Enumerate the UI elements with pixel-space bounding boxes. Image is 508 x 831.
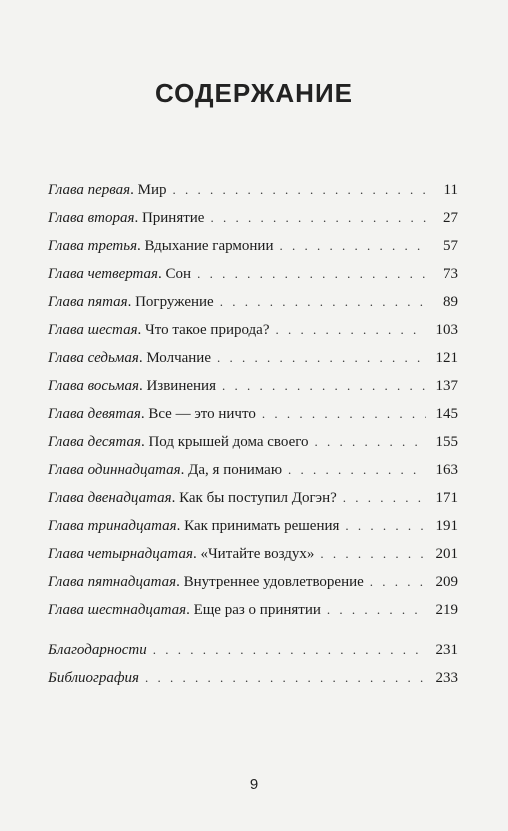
toc-entry: [48, 316, 458, 344]
toc-entry: [48, 540, 458, 568]
leader-dots: [345, 512, 426, 540]
leader-dots: [262, 400, 426, 428]
toc-entry-back-matter: [48, 664, 458, 692]
toc-entry: [48, 568, 458, 596]
chapter-label: Глава третья: [48, 238, 138, 254]
leader-dots: [197, 260, 426, 288]
toc-entry-back-matter: [48, 636, 458, 664]
chapter-label: Глава шестнадцатая: [48, 602, 187, 618]
leader-dots: [279, 232, 426, 260]
chapter-label: Глава пятая: [48, 294, 128, 310]
chapter-page: 11: [443, 182, 458, 198]
chapter-page: 73: [443, 266, 458, 282]
leader-dots: [220, 288, 426, 316]
table-of-contents: [48, 176, 458, 692]
leader-dots: [145, 664, 426, 692]
chapter-page: 89: [443, 294, 458, 310]
toc-entry: [48, 484, 458, 512]
chapter-label: Глава двенадцатая: [48, 490, 172, 506]
chapter-page: 201: [435, 546, 458, 562]
chapter-title: . Сон: [158, 266, 192, 282]
chapter-label: Глава пятнадцатая: [48, 574, 177, 590]
toc-entry: [48, 260, 458, 288]
chapter-page: 171: [435, 490, 458, 506]
chapter-label: Глава девятая: [48, 406, 141, 422]
toc-entry: [48, 512, 458, 540]
toc-entry: [48, 428, 458, 456]
back-matter-page: 231: [435, 642, 458, 658]
chapter-label: Глава одиннадцатая: [48, 462, 181, 478]
toc-entry: [48, 288, 458, 316]
chapter-page: 209: [435, 574, 458, 590]
chapter-title: . Молчание: [138, 350, 211, 366]
chapter-label: Глава четвертая: [48, 266, 159, 282]
chapter-page: 155: [435, 434, 458, 450]
toc-entry: [48, 456, 458, 484]
chapter-page: 103: [435, 322, 458, 338]
leader-dots: [315, 428, 426, 456]
leader-dots: [320, 540, 426, 568]
chapter-label: Глава седьмая: [48, 350, 139, 366]
toc-entry: [48, 232, 458, 260]
page-number: 9: [249, 776, 259, 793]
toc-entry: [48, 204, 458, 232]
chapter-label: Глава первая: [48, 182, 131, 198]
leader-dots: [327, 596, 426, 624]
chapter-title: . Да, я понимаю: [180, 462, 283, 478]
toc-entry: [48, 176, 458, 204]
chapter-title: . Как бы поступил Догэн?: [171, 490, 337, 506]
leader-dots: [217, 344, 426, 372]
chapter-label: Глава вторая: [48, 210, 135, 226]
chapter-title: . Как принимать решения: [176, 518, 340, 534]
chapter-label: Глава четырнадцатая: [48, 546, 193, 562]
chapter-page: 163: [435, 462, 458, 478]
leader-dots: [222, 372, 426, 400]
leader-dots: [288, 456, 426, 484]
leader-dots: [153, 636, 426, 664]
chapter-page: 121: [435, 350, 458, 366]
back-matter-label: Библиография: [48, 670, 140, 686]
toc-entry: [48, 372, 458, 400]
chapter-title: . Вдыхание гармонии: [137, 238, 274, 254]
back-matter-label: Благодарности: [48, 642, 147, 658]
chapter-label: Глава шестая: [48, 322, 138, 338]
chapter-page: 137: [435, 378, 458, 394]
chapter-page: 145: [435, 406, 458, 422]
back-matter-page: 233: [435, 670, 458, 686]
chapter-title: . Погружение: [127, 294, 214, 310]
leader-dots: [210, 204, 426, 232]
page-title: СОДЕРЖАНИЕ: [155, 78, 353, 108]
leader-dots: [343, 484, 426, 512]
chapter-title: . Под крышей дома своего: [140, 434, 309, 450]
toc-entry: [48, 344, 458, 372]
chapter-title: . Внутреннее удовлетворение: [176, 574, 364, 590]
leader-dots: [370, 568, 426, 596]
leader-dots: [276, 316, 427, 344]
chapter-page: 57: [443, 238, 458, 254]
chapter-title: . Извинения: [138, 378, 216, 394]
chapter-page: 219: [435, 602, 458, 618]
toc-entry: [48, 400, 458, 428]
chapter-page: 27: [443, 210, 458, 226]
chapter-page: 191: [435, 518, 458, 534]
chapter-title: . «Читайте воздух»: [192, 546, 315, 562]
chapter-title: . Мир: [130, 182, 167, 198]
toc-entry: [48, 596, 458, 624]
chapter-title: . Еще раз о принятии: [186, 602, 321, 618]
chapter-title: . Принятие: [134, 210, 205, 226]
chapter-label: Глава тринадцатая: [48, 518, 177, 534]
leader-dots: [173, 176, 426, 204]
chapter-label: Глава восьмая: [48, 378, 139, 394]
chapter-title: . Что такое природа?: [137, 322, 270, 338]
chapter-title: . Все — это ничто: [140, 406, 256, 422]
chapter-label: Глава десятая: [48, 434, 141, 450]
